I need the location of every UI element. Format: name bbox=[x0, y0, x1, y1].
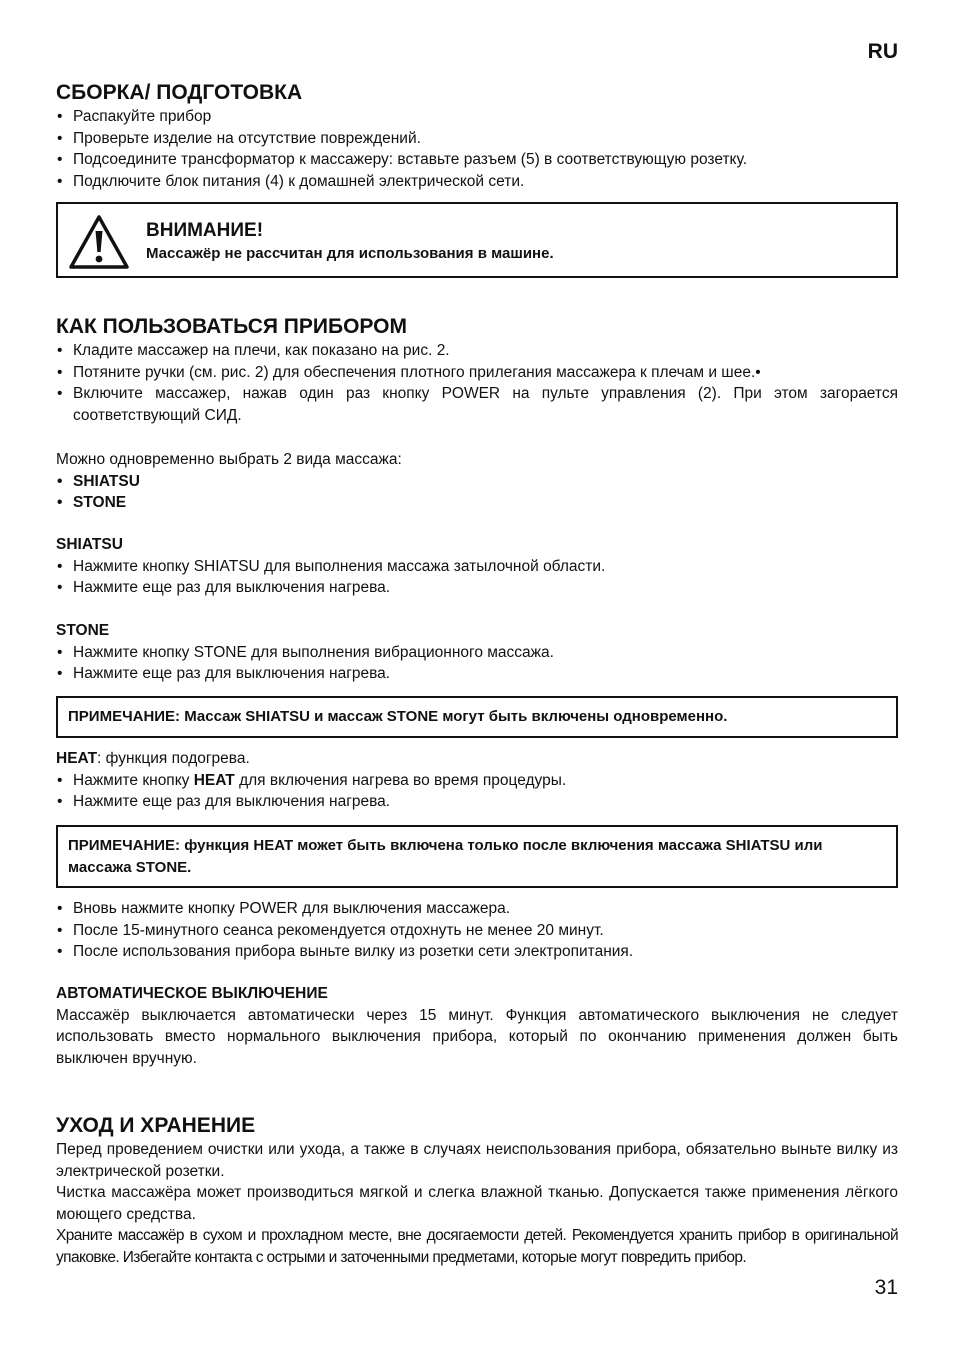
care-paragraph: Храните массажёр в сухом и прохладном месте, вне досягаемости детей. Рекомендуется хранить прибор в оригинальной упаковке. Избегайте контакта с острыми и заточенными предметами, которые могут повредить прибор. bbox=[56, 1227, 898, 1266]
usage-title: КАК ПОЛЬЗОВАТЬСЯ ПРИБОРОМ bbox=[56, 315, 407, 338]
list-item: • Нажмите еще раз для выключения нагрева. bbox=[56, 663, 898, 685]
assembly-list bbox=[56, 106, 898, 192]
list-item: • SHIATSU bbox=[56, 471, 898, 493]
usage-list bbox=[56, 340, 898, 426]
warning-text: Массажёр не рассчитан для использования в машине. bbox=[146, 245, 554, 262]
list-item: • После 15-минутного сеанса рекомендуется отдохнуть не менее 20 минут. bbox=[56, 920, 898, 942]
heat-item-text: для включения нагрева во время процедуры. bbox=[234, 771, 567, 789]
note-box-1 bbox=[56, 696, 898, 738]
note-box-2 bbox=[56, 825, 898, 888]
after-block bbox=[56, 898, 898, 963]
list-item: • Подсоедините трансформатор к массажеру: вставьте разъем (5) в соответствующую розетку. bbox=[56, 149, 898, 171]
stone-block bbox=[56, 620, 898, 685]
list-item: • Потяните ручки (см. рис. 2) для обеспечения плотного прилегания массажера к плечам и шее.• bbox=[56, 362, 898, 384]
care-title: УХОД И ХРАНЕНИЕ bbox=[56, 1114, 256, 1137]
stone-title: STONE bbox=[56, 622, 110, 639]
assembly-title: СБОРКА/ ПОДГОТОВКА bbox=[56, 81, 303, 104]
heat-item-text: Нажмите кнопку bbox=[73, 771, 194, 789]
warning-title: ВНИМАНИЕ! bbox=[146, 220, 264, 241]
modes-block bbox=[56, 449, 898, 514]
care-paragraph: Перед проведением очистки или ухода, а также в случаях неиспользования прибора, обязательно выньте вилку из электрической розетки. bbox=[56, 1141, 898, 1180]
list-item: • Подключите блок питания (4) к домашней электрической сети. bbox=[56, 171, 898, 193]
list-item: • Кладите массажер на плечи, как показано на рис. 2. bbox=[56, 340, 898, 362]
list-item: • Нажмите кнопку SHIATSU для выполнения массажа затылочной области. bbox=[56, 556, 898, 578]
usage-section bbox=[56, 314, 898, 426]
modes-list bbox=[56, 471, 898, 514]
list-item: • Нажмите еще раз для выключения нагрева. bbox=[56, 791, 898, 813]
assembly-section bbox=[56, 80, 898, 192]
shiatsu-list bbox=[56, 556, 898, 599]
heat-description bbox=[56, 748, 898, 770]
auto-off-text: Массажёр выключается автоматически через 15 минут. Функция автоматического выключения не следует использовать вместо нормального выключения прибора, который по окончанию применения должен быть выключен вручную. bbox=[56, 1006, 898, 1067]
shiatsu-block bbox=[56, 534, 898, 599]
heat-label: HEAT bbox=[56, 750, 98, 767]
list-item: • Включите массажер, нажав один раз кнопку POWER на пульте управления (2). При этом загорается соответствующий СИД. bbox=[56, 383, 898, 426]
warning-triangle-icon bbox=[68, 214, 130, 270]
page-number: 31 bbox=[874, 1276, 898, 1299]
care-section bbox=[56, 1113, 898, 1268]
list-item: • Проверьте изделие на отсутствие повреждений. bbox=[56, 128, 898, 150]
care-paragraph: Чистка массажёра может производиться мягкой и слегка влажной тканью. Допускается также применения лёгкого моющего средства. bbox=[56, 1184, 898, 1223]
note-text: ПРИМЕЧАНИЕ: Массаж SHIATSU и массаж STONE могут быть включены одновременно. bbox=[68, 708, 728, 725]
heat-item-bold: HEAT bbox=[193, 771, 235, 789]
list-item: • Нажмите кнопку STONE для выполнения вибрационного массажа. bbox=[56, 642, 898, 664]
language-label: RU bbox=[867, 40, 898, 63]
stone-list bbox=[56, 642, 898, 685]
list-item: • Вновь нажмите кнопку POWER для выключения массажера. bbox=[56, 898, 898, 920]
heat-list bbox=[56, 770, 898, 813]
heat-desc: : функция подогрева. bbox=[97, 750, 250, 767]
auto-off-title: АВТОМАТИЧЕСКОЕ ВЫКЛЮЧЕНИЕ bbox=[56, 985, 328, 1002]
heat-block bbox=[56, 748, 898, 813]
after-list bbox=[56, 898, 898, 963]
list-item: • STONE bbox=[56, 492, 898, 514]
warning-box bbox=[56, 202, 898, 278]
auto-off-block bbox=[56, 983, 898, 1069]
note-text: ПРИМЕЧАНИЕ: функция HEAT может быть включена только после включения массажа SHIATSU или массажа STONE. bbox=[68, 837, 823, 876]
list-item: • Распакуйте прибор bbox=[56, 106, 898, 128]
list-item: • После использования прибора выньте вилку из розетки сети электропитания. bbox=[56, 941, 898, 963]
shiatsu-title: SHIATSU bbox=[56, 536, 123, 553]
list-item bbox=[56, 770, 898, 792]
modes-intro: Можно одновременно выбрать 2 вида массажа: bbox=[56, 451, 402, 468]
list-item: • Нажмите еще раз для выключения нагрева. bbox=[56, 577, 898, 599]
